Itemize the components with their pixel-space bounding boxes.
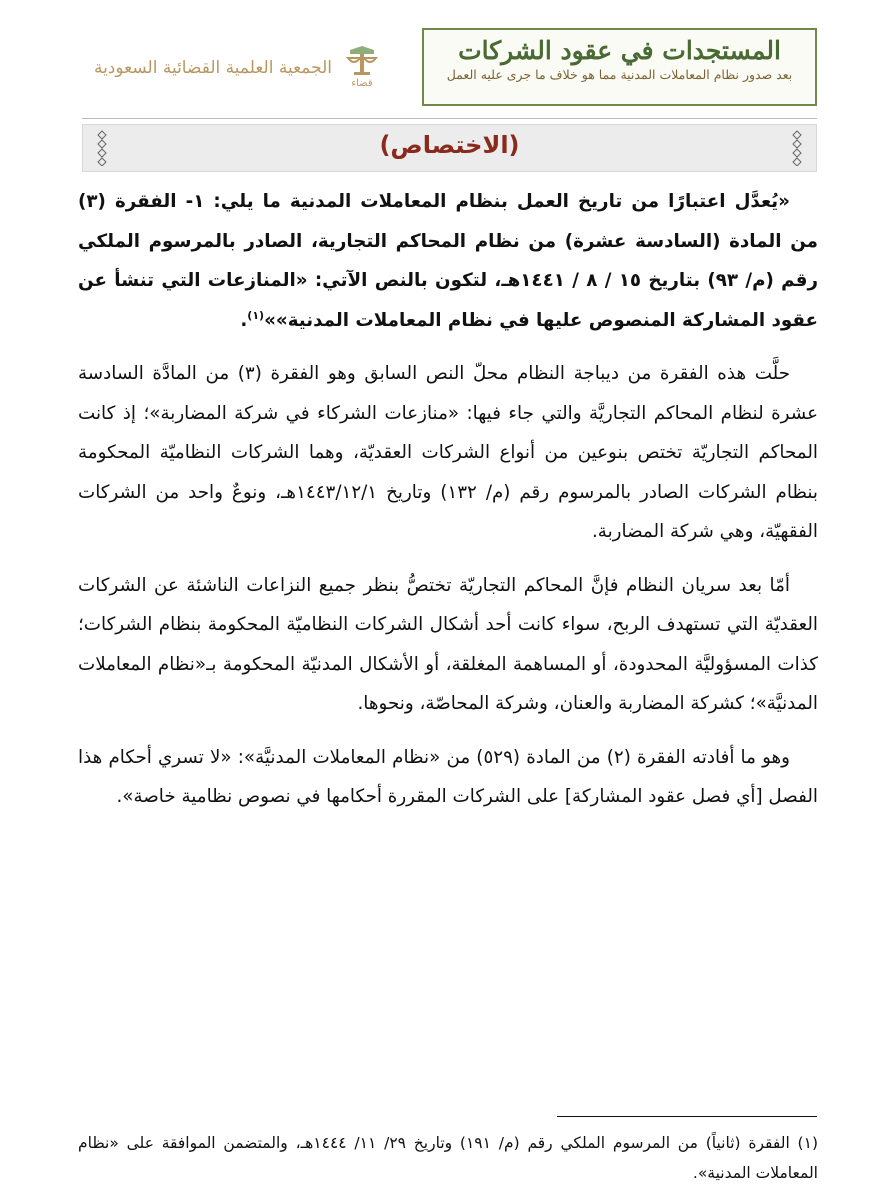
paragraph-3: أمّا بعد سريان النظام فإنَّ المحاكم التجاريّة تختصُّ بنظر جميع النزاعات الناشئة عن الشركات العقديّة التي تستهدف الربح، سواء كانت أحد أشكال الشركات النظاميّة المحكومة بنظام الشركات؛ كذات المسؤوليَّة المحدودة، أو المساهمة المغلقة، أو الأشكال المدنيّة المحكومة بـ«نظام المعاملات المدنيَّة»؛ كشركة المضاربة والعنان، وشركة المحاصّة، ونحوها. [78, 574, 818, 714]
emblem-label: قضاء [351, 78, 373, 89]
paragraph-2: حلَّت هذه الفقرة من ديباجة النظام محلّ النص السابق وهو الفقرة (٣) من المادَّة السادسة عشرة لنظام المحاكم التجاريَّة والتي جاء فيها: «منازعات الشركاء في شركة المضاربة»؛ إذ كانت المحاكم التجاريّة تختص بنوعين من أنواع الشركات العقديّة، وهما الشركات النظاميّة المحكومة بنظام الشركات الصادر بالمرسوم رقم (م/ ١٣٢) وتاريخ ١٤٤٣/١٢/١هـ، ونوعٌ واحد من الشركات الفقهيّة، وهي شركة المضاربة. [78, 363, 818, 542]
footnote-separator [557, 1116, 817, 1117]
scales-icon [344, 44, 380, 78]
paragraph-1 [78, 182, 818, 340]
association-logo [82, 38, 382, 98]
book-title: المستجدات في عقود الشركات [458, 36, 781, 65]
section-banner [82, 124, 817, 172]
section-heading: (الاختصاص) [379, 131, 520, 159]
footnote-ref[interactable]: (١) [247, 308, 265, 322]
header-divider [82, 118, 817, 119]
ornament-left-icon [97, 130, 107, 166]
book-title-logo [422, 28, 817, 106]
association-name: الجمعية العلمية القضائية السعودية [93, 58, 332, 78]
main-text [78, 182, 818, 817]
emblem [342, 44, 382, 92]
footnote: (١) الفقرة (ثانياً) من المرسوم الملكي رقم (م/ ١٩١) وتاريخ ٢٩/ ١١/ ١٤٤٤هـ، والمتضمن الموافقة على «نظام المعاملات المدنية». [78, 1134, 818, 1182]
paragraph-1-end: . [240, 309, 248, 331]
paragraph-4: وهو ما أفادته الفقرة (٢) من المادة (٥٢٩) من «نظام المعاملات المدنيَّة»: «لا تسري أحكام هذا الفصل [أي فصل عقود المشاركة] على الشركات المقررة أحكامها في نصوص نظامية خاصة». [78, 746, 818, 807]
paragraph-1-text: «يُعدَّل اعتبارًا من تاريخ العمل بنظام المعاملات المدنية ما يلي: ١- الفقرة (٣) من المادة (السادسة عشرة) من نظام المحاكم التجارية، الصادر بالمرسوم الملكي رقم (م/ ٩٣) بتاريخ ١٥ / ٨ / ١٤٤١هـ، لتكون بالنص الآتي: «المنازعات التي تنشأ عن عقود المشاركة المنصوص عليها في نظام المعاملات المدنية»» [78, 191, 818, 331]
page-header [82, 28, 817, 108]
book-subtitle: بعد صدور نظام المعاملات المدنية مما هو خلاف ما جرى عليه العمل [446, 67, 793, 82]
